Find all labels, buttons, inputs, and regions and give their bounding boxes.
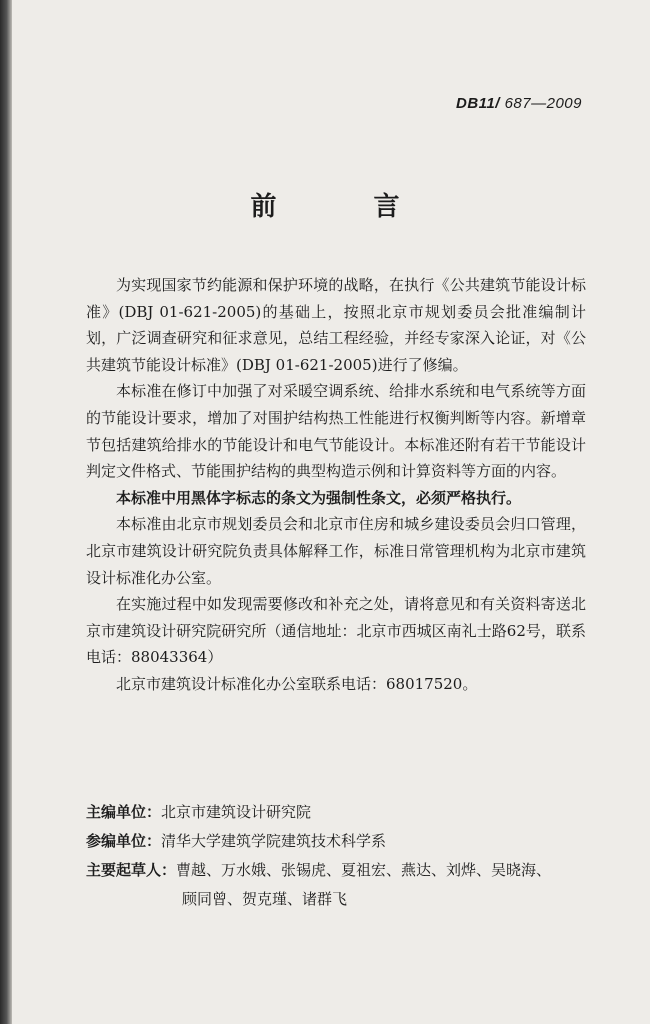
paragraph-office-phone: 北京市建筑设计标准化办公室联系电话：68017520。: [116, 674, 478, 693]
drafters-line-1: 曹越、万水娥、张锡虎、夏祖宏、燕达、刘烨、吴晓海、: [176, 861, 552, 879]
standard-code: DB11/: [456, 95, 500, 112]
participant-unit-row: [86, 827, 596, 856]
chief-unit-label: 主编单位：: [86, 803, 162, 821]
preface-body: [86, 272, 586, 698]
standard-year: 687—2009: [504, 95, 582, 112]
book-spine-shadow: [0, 0, 12, 1024]
paragraph-revision-content: 本标准在修订中加强了对采暖空调系统、给排水系统和电气系统等方面的节能设计要求，增加了对围护结构热工性能进行权衡判断等内容。新增章节包括建筑给排水的节能设计和电气节能设计。本标准还附有若干节能设计判定文件格式、节能围护结构的典型构造示例和计算资料等方面的内容。: [86, 382, 586, 481]
drafting-units: [86, 798, 596, 914]
paragraph-purpose: 为实现国家节约能源和保护环境的战略，在执行《公共建筑节能设计标准》(DBJ 01-621-2005)的基础上，按照北京市规划委员会批准编制计划，广泛调查研究和征求意见，总结工程经验，并经专家深入论证，对《公共建筑节能设计标准》(DBJ 01-621-2005)进行了修编。: [86, 276, 586, 374]
paragraph-feedback: 在实施过程中如发现需要修改和补充之处，请将意见和有关资料寄送北京市建筑设计研究院研究所（通信地址：北京市西城区南礼士路62号，联系电话：88043364）: [86, 595, 586, 667]
participant-unit-label: 参编单位：: [86, 832, 162, 850]
chief-unit-row: [86, 798, 596, 827]
chief-unit-value: 北京市建筑设计研究院: [161, 803, 312, 821]
drafters-line-2: 顾同曾、贺克瑾、诸群飞: [182, 890, 348, 908]
participant-unit-value: 清华大学建筑学院建筑技术科学系: [161, 832, 387, 850]
paragraph-management: 本标准由北京市规划委员会和北京市住房和城乡建设委员会归口管理，北京市建筑设计研究院负责具体解释工作，标准日常管理机构为北京市建筑设计标准化办公室。: [86, 515, 586, 587]
drafters-row: [86, 856, 596, 885]
page-title: 前 言: [250, 192, 444, 222]
drafters-label: 主要起草人：: [86, 861, 177, 879]
standard-number: [456, 95, 582, 112]
paragraph-mandatory-clauses: 本标准中用黑体字标志的条文为强制性条文，必须严格执行。: [116, 488, 522, 507]
